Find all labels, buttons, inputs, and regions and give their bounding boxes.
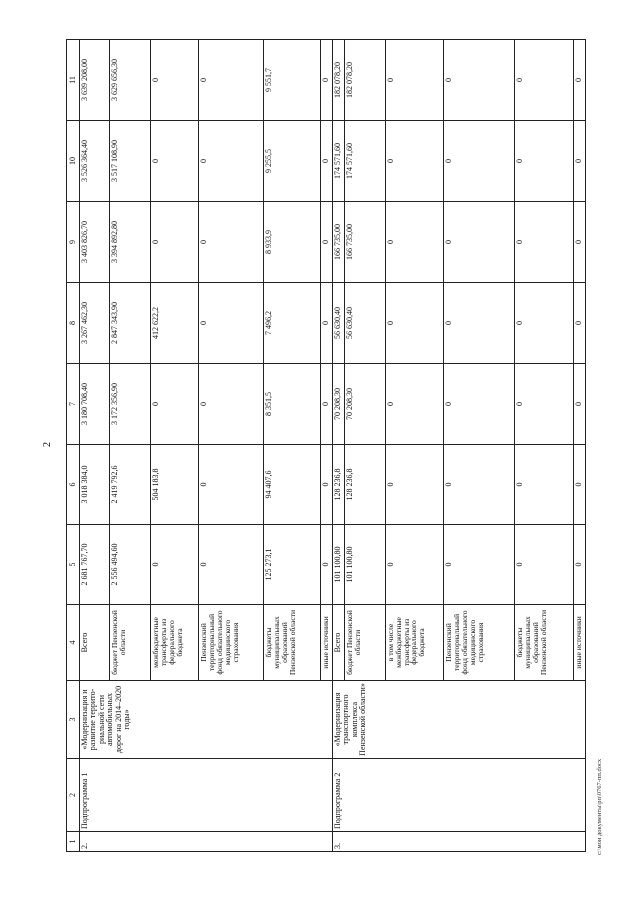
source-cell: иные источники [573,605,585,681]
header-cell: 6 [67,445,80,525]
value-cell: 0 [385,202,444,283]
value-cell: 56 630,40 [332,283,344,364]
page-number: 2 [42,442,53,447]
value-cell: 3 180 708,40 [80,364,110,445]
row-number: 3. [332,832,585,852]
source-cell: в том числе межбюджетные трансферты из федерального бюджета [385,605,444,681]
header-cell: 2 [67,759,80,832]
header-cell: 8 [67,283,80,364]
header-cell: 1 [67,832,80,852]
value-cell: 70 208,30 [332,364,344,445]
source-cell: бюджеты муниципальных образований Пензенской области [515,605,574,681]
value-cell: 2 681 767,70 [80,525,110,605]
value-cell: 3 394 892,80 [110,202,150,283]
subprogram-title: «Модернизация транспортного комплекса Пензенской области» [332,681,585,759]
value-cell: 9 255,5 [264,121,321,202]
value-cell: 0 [515,445,574,525]
value-cell: 101 100,80 [332,525,344,605]
value-cell: 0 [515,121,574,202]
value-cell: 0 [320,283,332,364]
subprogram-title: «Модернизация и развитие террито-риальной сети автомобильных дорог на 2014–2020 годы» [80,681,333,759]
value-cell: 0 [573,283,585,364]
value-cell: 0 [150,364,199,445]
value-cell: 0 [515,40,574,121]
value-cell: 7 496,2 [264,283,321,364]
header-cell: 4 [67,605,80,681]
value-cell: 3 018 384,0 [80,445,110,525]
value-cell: 3 526 364,40 [80,121,110,202]
header-cell: 7 [67,364,80,445]
value-cell: 174 571,60 [332,121,344,202]
table-container [66,40,586,852]
source-cell: Всего [80,605,110,681]
source-cell: межбюджетные трансферты из федерального бюджета [150,605,199,681]
value-cell: 0 [444,364,515,445]
value-cell: 0 [385,121,444,202]
value-cell: 2 847 343,90 [110,283,150,364]
source-cell: Пензенский территориальный фонд обязательного медицинского страхования [199,605,264,681]
rotated-table-wrapper [66,40,586,852]
source-cell: бюджет Пензенской области [110,605,150,681]
value-cell: 0 [385,445,444,525]
table-row [80,40,110,852]
value-cell: 0 [150,121,199,202]
value-cell: 0 [573,202,585,283]
source-cell: иные источники [320,605,332,681]
value-cell: 3 629 656,30 [110,40,150,121]
header-cell: 5 [67,525,80,605]
value-cell: 2 556 494,60 [110,525,150,605]
source-cell: Всего [332,605,344,681]
value-cell: 0 [320,364,332,445]
header-cell: 9 [67,202,80,283]
value-cell: 0 [199,445,264,525]
value-cell: 0 [385,40,444,121]
value-cell: 3 639 208,00 [80,40,110,121]
value-cell: 0 [515,283,574,364]
value-cell: 0 [444,121,515,202]
value-cell: 166 735,00 [345,202,385,283]
value-cell: 8 933,9 [264,202,321,283]
value-cell: 0 [573,364,585,445]
value-cell: 3 172 356,90 [110,364,150,445]
source-cell: Пензенский территориальный фонд обязательного медицинского страхования [444,605,515,681]
value-cell: 0 [444,283,515,364]
subprogram-name: Подпрограмма 2 [332,759,585,832]
value-cell: 0 [150,40,199,121]
value-cell: 0 [573,121,585,202]
value-cell: 0 [320,445,332,525]
value-cell: 0 [385,364,444,445]
value-cell: 70 208,30 [345,364,385,445]
value-cell: 0 [444,445,515,525]
value-cell: 0 [385,525,444,605]
value-cell: 56 630,40 [345,283,385,364]
value-cell: 182 078,20 [332,40,344,121]
budget-table [66,39,586,852]
value-cell: 0 [515,525,574,605]
header-cell: 11 [67,40,80,121]
value-cell: 0 [320,121,332,202]
source-cell: бюджет Пензенской области [345,605,385,681]
subprogram-name: Подпрограмма 1 [80,759,333,832]
footer-file-path: c:\мои документы\рп\0767-пп.docx [596,758,603,855]
row-number: 2. [80,832,333,852]
value-cell: 504 183,8 [150,445,199,525]
value-cell: 94 407,6 [264,445,321,525]
value-cell: 8 351,5 [264,364,321,445]
value-cell: 9 551,7 [264,40,321,121]
header-row [67,40,80,852]
value-cell: 0 [199,283,264,364]
value-cell: 0 [320,202,332,283]
header-cell: 3 [67,681,80,759]
value-cell: 128 236,8 [345,445,385,525]
value-cell: 3 403 826,70 [80,202,110,283]
source-cell: бюджеты муниципальных образований Пензенской области [264,605,321,681]
value-cell: 0 [573,525,585,605]
value-cell: 0 [199,40,264,121]
value-cell: 166 735,00 [332,202,344,283]
value-cell: 3 517 108,90 [110,121,150,202]
value-cell: 0 [320,40,332,121]
value-cell: 0 [515,364,574,445]
value-cell: 128 236,8 [332,445,344,525]
value-cell: 174 571,60 [345,121,385,202]
value-cell: 0 [199,202,264,283]
value-cell: 0 [199,525,264,605]
value-cell: 3 267 462,30 [80,283,110,364]
value-cell: 0 [444,40,515,121]
value-cell: 0 [573,445,585,525]
value-cell: 0 [199,364,264,445]
value-cell: 125 273,1 [264,525,321,605]
value-cell: 182 078,20 [345,40,385,121]
value-cell: 412 622,2 [150,283,199,364]
table-row [332,40,344,852]
value-cell: 101 100,80 [345,525,385,605]
value-cell: 0 [515,202,574,283]
value-cell: 0 [573,40,585,121]
value-cell: 0 [150,202,199,283]
value-cell: 0 [199,121,264,202]
value-cell: 2 419 792,6 [110,445,150,525]
value-cell: 0 [444,525,515,605]
value-cell: 0 [150,525,199,605]
value-cell: 0 [320,525,332,605]
value-cell: 0 [444,202,515,283]
value-cell: 0 [385,283,444,364]
header-cell: 10 [67,121,80,202]
